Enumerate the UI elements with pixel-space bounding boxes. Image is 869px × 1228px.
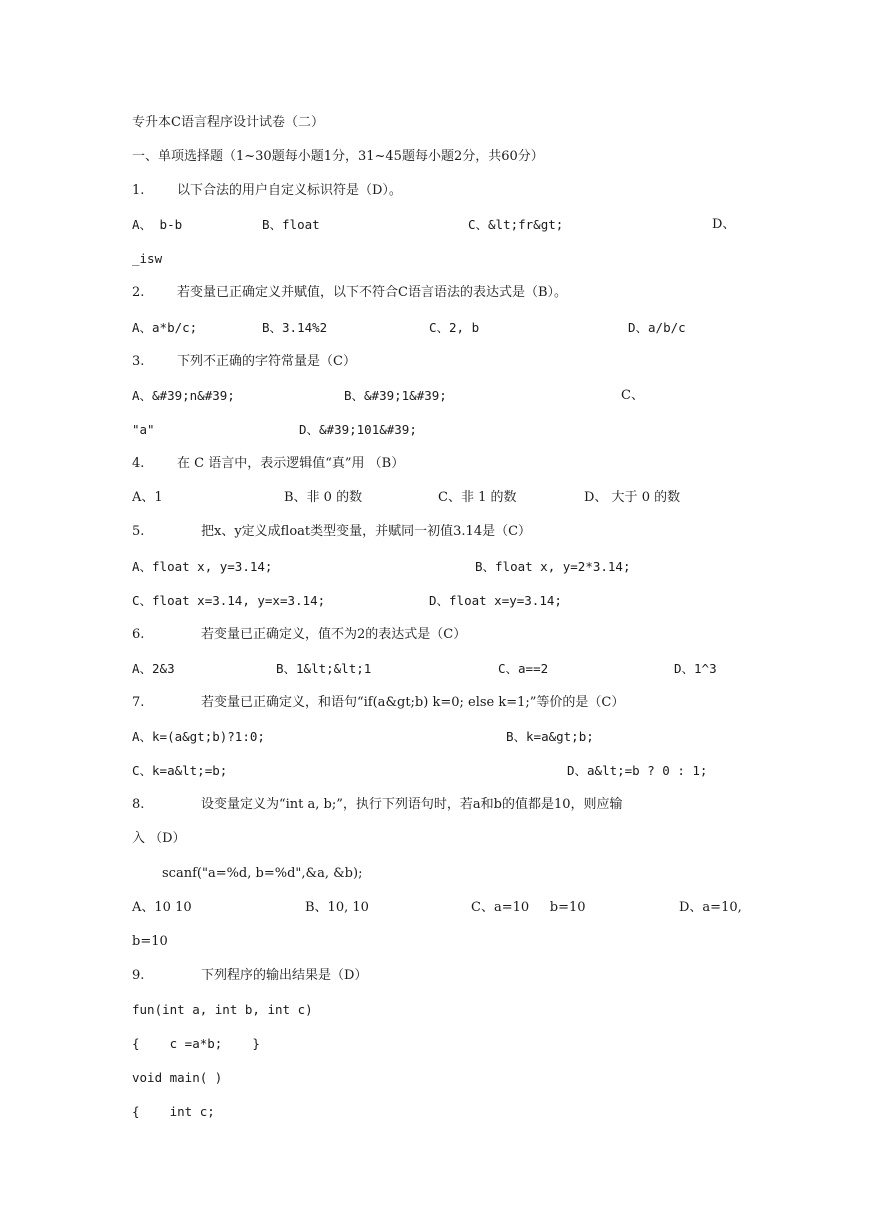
question-number: 1. — [132, 183, 145, 198]
question-stem-continued: 入 （D） — [132, 831, 186, 846]
option-a: A、 b-b — [132, 217, 183, 232]
option-d: D、a&lt;=b ? 0 : 1; — [567, 763, 708, 778]
question-stem: 若变量已正确定义并赋值，以下不符合C语言语法的表达式是（B）。 — [177, 285, 568, 300]
code-line: void main( ) — [132, 1070, 223, 1085]
question-number: 9. — [132, 968, 145, 983]
question-number: 4. — [132, 456, 145, 471]
option-b: B、&#39;1&#39; — [344, 388, 447, 403]
code-line: scanf("a=%d, b=%d",&a, &b); — [162, 866, 363, 881]
option-a: A、&#39;n&#39; — [132, 388, 235, 403]
option-d: D、a/b/c — [628, 320, 686, 335]
option-d: D、1^3 — [674, 661, 717, 676]
option-d: D、a=10, — [679, 900, 742, 915]
question-number: 2. — [132, 285, 145, 300]
option-d: D、 大于 0 的数 — [584, 490, 681, 505]
option-c: C、2, b — [429, 320, 480, 335]
question-stem: 下列不正确的字符常量是（C） — [177, 354, 356, 369]
question-stem: 把x、y定义成float类型变量，并赋同一初值3.14是（C） — [201, 524, 532, 539]
code-line: { int c; — [132, 1104, 215, 1119]
question-number: 6. — [132, 627, 145, 642]
option-d: D、 — [712, 217, 736, 232]
exam-title: 专升本C语言程序设计试卷（二） — [132, 115, 324, 130]
question-number: 5. — [132, 524, 145, 539]
option-a: A、2&3 — [132, 661, 175, 676]
option-b: B、10, 10 — [305, 900, 369, 915]
code-line: { c =a*b; } — [132, 1036, 260, 1051]
option-c: C、float x=3.14, y=x=3.14; — [132, 593, 326, 608]
question-stem: 若变量已正确定义，值不为2的表达式是（C） — [201, 627, 467, 642]
option-a: A、a*b/c; — [132, 320, 198, 335]
option-c: C、&lt;fr&gt; — [468, 217, 564, 232]
option-a: A、1 — [132, 490, 163, 505]
question-number: 7. — [132, 695, 145, 710]
option-b: B、float x, y=2*3.14; — [475, 559, 631, 574]
option-c: C、k=a&lt;=b; — [132, 763, 228, 778]
option-c: C、 — [621, 388, 644, 403]
option-d-continued: b=10 — [132, 934, 168, 949]
option-c: C、非 1 的数 — [438, 490, 517, 505]
question-number: 8. — [132, 797, 145, 812]
option-a: A、10 10 — [132, 900, 192, 915]
option-d-continued: _isw — [132, 251, 163, 266]
option-b: B、float — [262, 217, 320, 232]
option-a: A、float x, y=3.14; — [132, 559, 273, 574]
section-heading: 一、单项选择题（1~30题每小题1分，31~45题每小题2分，共60分） — [132, 149, 544, 164]
question-number: 3. — [132, 354, 145, 369]
question-stem: 若变量已正确定义，和语句“if(a&gt;b) k=0; else k=1;”等价的是（C） — [201, 695, 625, 710]
option-b: B、非 0 的数 — [284, 490, 363, 505]
option-d: D、&#39;101&#39; — [299, 422, 417, 437]
question-stem: 下列程序的输出结果是（D） — [201, 968, 368, 983]
option-a: A、k=(a&gt;b)?1:0; — [132, 729, 265, 744]
option-b: B、k=a&gt;b; — [506, 729, 594, 744]
option-c-continued: "a" — [132, 422, 155, 437]
option-b: B、3.14%2 — [262, 320, 328, 335]
question-stem: 以下合法的用户自定义标识符是（D）。 — [177, 183, 402, 198]
question-stem: 在 C 语言中，表示逻辑值“真”用 （B） — [177, 456, 405, 471]
code-line: fun(int a, int b, int c) — [132, 1002, 313, 1017]
option-c: C、a=10 b=10 — [471, 900, 586, 915]
option-b: B、1&lt;&lt;1 — [276, 661, 372, 676]
option-d: D、float x=y=3.14; — [429, 593, 562, 608]
question-stem: 设变量定义为“int a, b;”，执行下列语句时，若a和b的值都是10，则应输 — [201, 797, 623, 812]
option-c: C、a==2 — [498, 661, 549, 676]
